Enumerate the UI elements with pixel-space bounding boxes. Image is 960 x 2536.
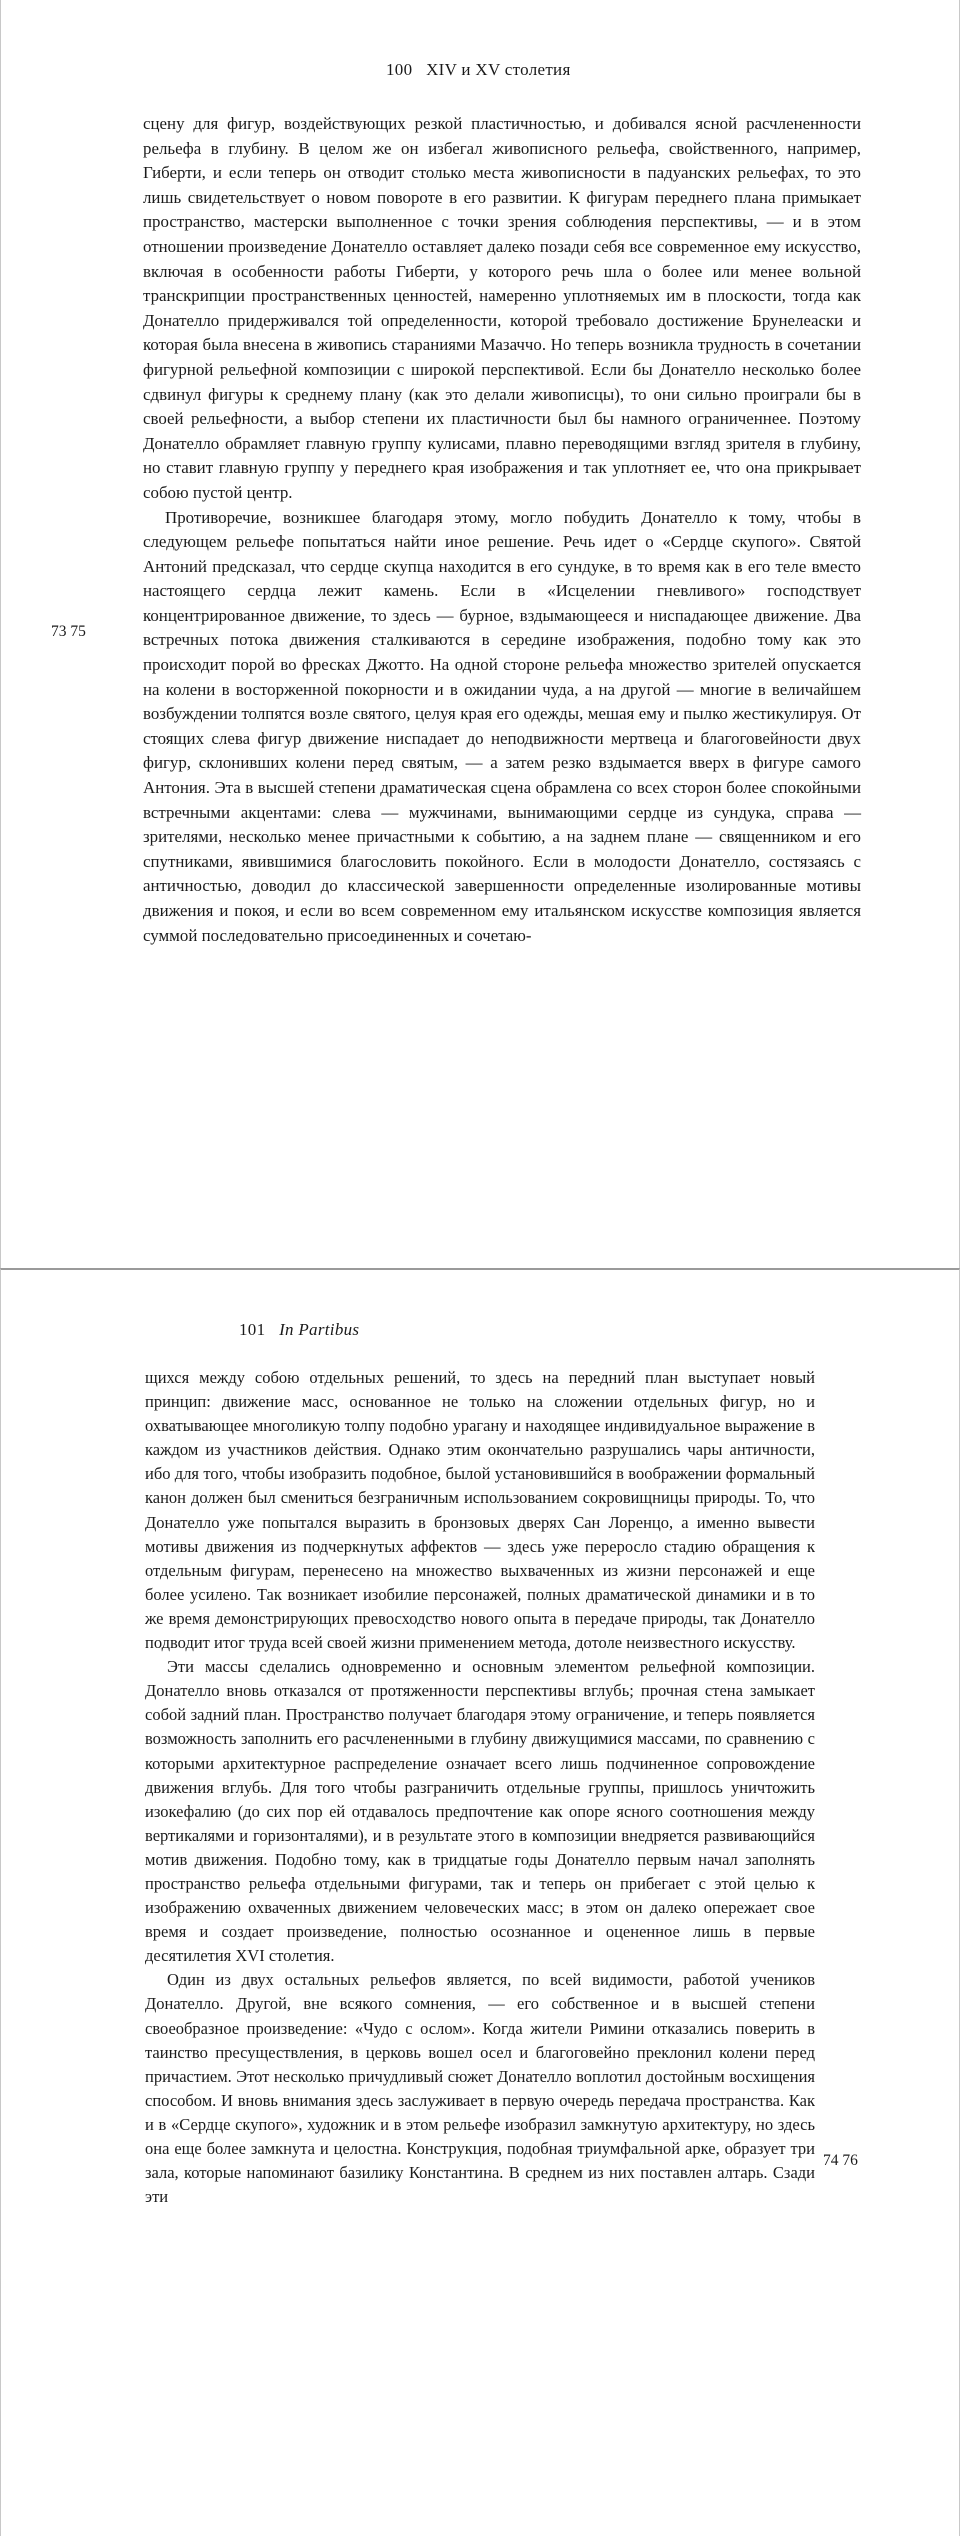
paragraph: Противоречие, возникшее благодаря этому, могло побудить Донателло к тому, чтобы в следующем рельефе попытаться найти иное решение. Речь идет о «Сердце скупого». Святой Антоний предсказал, что сердце скупца находится в его сундуке, в то время как в его теле вместо настоящего сердца лежит камень. Если в «Исцелении гневливого» господствует концентрированное движение, то здесь — бурное, вздымающееся и ниспадающее движение. Два встречных потока движения сталкиваются в середине изображения, подобно тому как это происходит порой во фресках Джотто. На одной стороне рельефа множество зрителей опускается на колени в восторженной покорности и в ожидании чуда, а на другой — многие в величайшем возбуждении толпятся возле святого, целуя края его одежды, мешая ему и пылко жестикулируя. От стоящих слева фигур движение ниспадает до неподвижности мертвеца и благоговейности двух фигур, склонивших колени перед святым, — а затем резко вздымается вверх в фигуре самого Антония. Эта в высшей степени драматическая сцена обрамлена со всех сторон более спокойными встречными акцентами: слева — мужчинами, вынимающими сердце из сундука, справа — зрителями, несколько менее причастными к событию, а на заднем плане — священником и его спутниками, явившимися благословить покойного. Если в молодости Донателло, состязаясь с античностью, доводил до классической завершенности определенные изолированные мотивы движения и покоя, и если во всем современном ему итальянском искусстве композиция является суммой последовательно присоединенных и сочетаю- bbox=[143, 507, 861, 945]
paragraph: щихся между собою отдельных решений, то здесь на передний план выступает новый принцип: движение масс, основанное не только на сложении отдельных фигур, но и охватывающее многоликую толпу подобно урагану и находящее индивидуальное выражение в каждом из участников действия. Однако этим окончательно разрушались чары античности, ибо для того, чтобы изобразить подобное, былой установившийся в воображении формальный канон должен был смениться безграничным использованием сокровищницы природы. То, что Донателло уже попытался выразить в бронзовых дверях Сан Лоренцо, а именно вывести мотивы движения из подчеркнутых аффектов — здесь уже переросло стадию обращения к отдельным фигурам, перенесено на множество выхваченных из жизни персонажей и еще более усилено. Так возникает изобилие персонажей, полных драматической динамики и в то же время демонстрирующих превосходство нового опыта в передаче природы, так Донателло подводит итог труда всей своей жизни применением метода, дотоле неизвестного искусству. bbox=[145, 1368, 815, 1653]
margin-figure-reference: 73 75 bbox=[51, 623, 86, 640]
paragraph: Эти массы сделались одновременно и основным элементом рельефной композиции. Донателло вновь отказался от протяженности перспективы вглубь; прочная стена замыкает собой задний план. Пространство получает благодаря этому ограничение, и теперь появляется возможность заполнить его расчлененными в глубину движущимися массами, по сравнению с которыми архитектурное распределение означает всего лишь подчиненное сопровождение движения вглубь. Для того чтобы разграничить отдельные группы, пришлось уничтожить изокефалию (до сих пор ей отдавалось предпочтение как опоре ясного соотношения между вертикалями и горизонталями), и в результате этого в композиции внедряется развивающийся мотив движения. Подобно тому, как в тридцатые годы Донателло первым начал заполнять пространство рельефа отдельными фигурами, так и теперь он прибегает с этой целью к изображению охваченных движением человеческих масс; в этом он далеко опережает свое время и создает произведение, полностью осознанное и оцененное лишь в первые десятилетия XVI столетия. bbox=[145, 1657, 815, 1966]
body-text bbox=[143, 112, 861, 948]
running-title: In Partibus bbox=[279, 1320, 360, 1339]
page-101 bbox=[0, 1268, 960, 2536]
page-number: 101 bbox=[239, 1320, 266, 1339]
running-title: XIV и XV столетия bbox=[426, 60, 571, 79]
page-number: 100 bbox=[386, 60, 413, 79]
paragraph: Один из двух остальных рельефов является, по всей видимости, работой учеников Донателло. Другой, вне всякого сомнения, — его собственное и в высшей степени своеобразное произведение: «Чудо с ослом». Когда жители Римини отказались поверить в таинство пресуществления, в церковь вошел осел и благоговейно преклонил колени перед причастием. Этот несколько причудливый сюжет Донателло воплотил достойным восхищения способом. И вновь внимания здесь заслуживает в первую очередь передача пространства. Как и в «Сердце скупого», художник и в этом рельефе изобразил замкнутую архитектуру, но здесь она еще более замкнута и целостна. Конструкция, подобная триумфальной арке, образует три зала, которые напоминают базилику Константина. В среднем из них поставлен алтарь. Сзади эти bbox=[145, 1970, 815, 2207]
running-head bbox=[386, 60, 571, 80]
margin-figure-reference: 74 76 bbox=[823, 2152, 858, 2169]
running-head bbox=[239, 1320, 359, 1340]
paragraph: сцену для фигур, воздействующих резкой пластичностью, и добивался ясной расчлененности рельефа в глубину. В целом же он избегал живописного рельефа, свойственного, например, Гиберти, и если теперь он отводит столько места живописности в падуанских рельефах, то это лишь свидетельствует о новом повороте в его развитии. К фигурам переднего плана примыкает пространство, мастерски выполненное с точки зрения соблюдения перспективы, — и в этом отношении произведение Донателло оставляет далеко позади себя все современное ему искусство, включая в особенности работы Гиберти, у которого речь шла о более или менее вольной транскрипции пространственных ценностей, намеренно уплотняемых им в плоскости, тогда как Донателло придерживался той определенности, которой требовало достижение Брунелеaски и которая была внесена в живопись стараниями Мазаччо. Но теперь возникла трудность в сочетании фигурной рельефной композиции с широкой перспективой. Если бы Донателло несколько более сдвинул фигуры к среднему плану (как это делали живописцы), то они сильно проиграли бы в своей рельефности, а выбор степени их пластичности был бы намного ограниченнее. Поэтому Донателло обрамляет главную группу кулисами, плавно переводящими взгляд зрителя в глубину, но ставит главную группу у переднего края изображения и так уплотняет ее, что она прикрывает собою пустой центр. bbox=[143, 114, 861, 502]
body-text bbox=[145, 1366, 815, 2209]
